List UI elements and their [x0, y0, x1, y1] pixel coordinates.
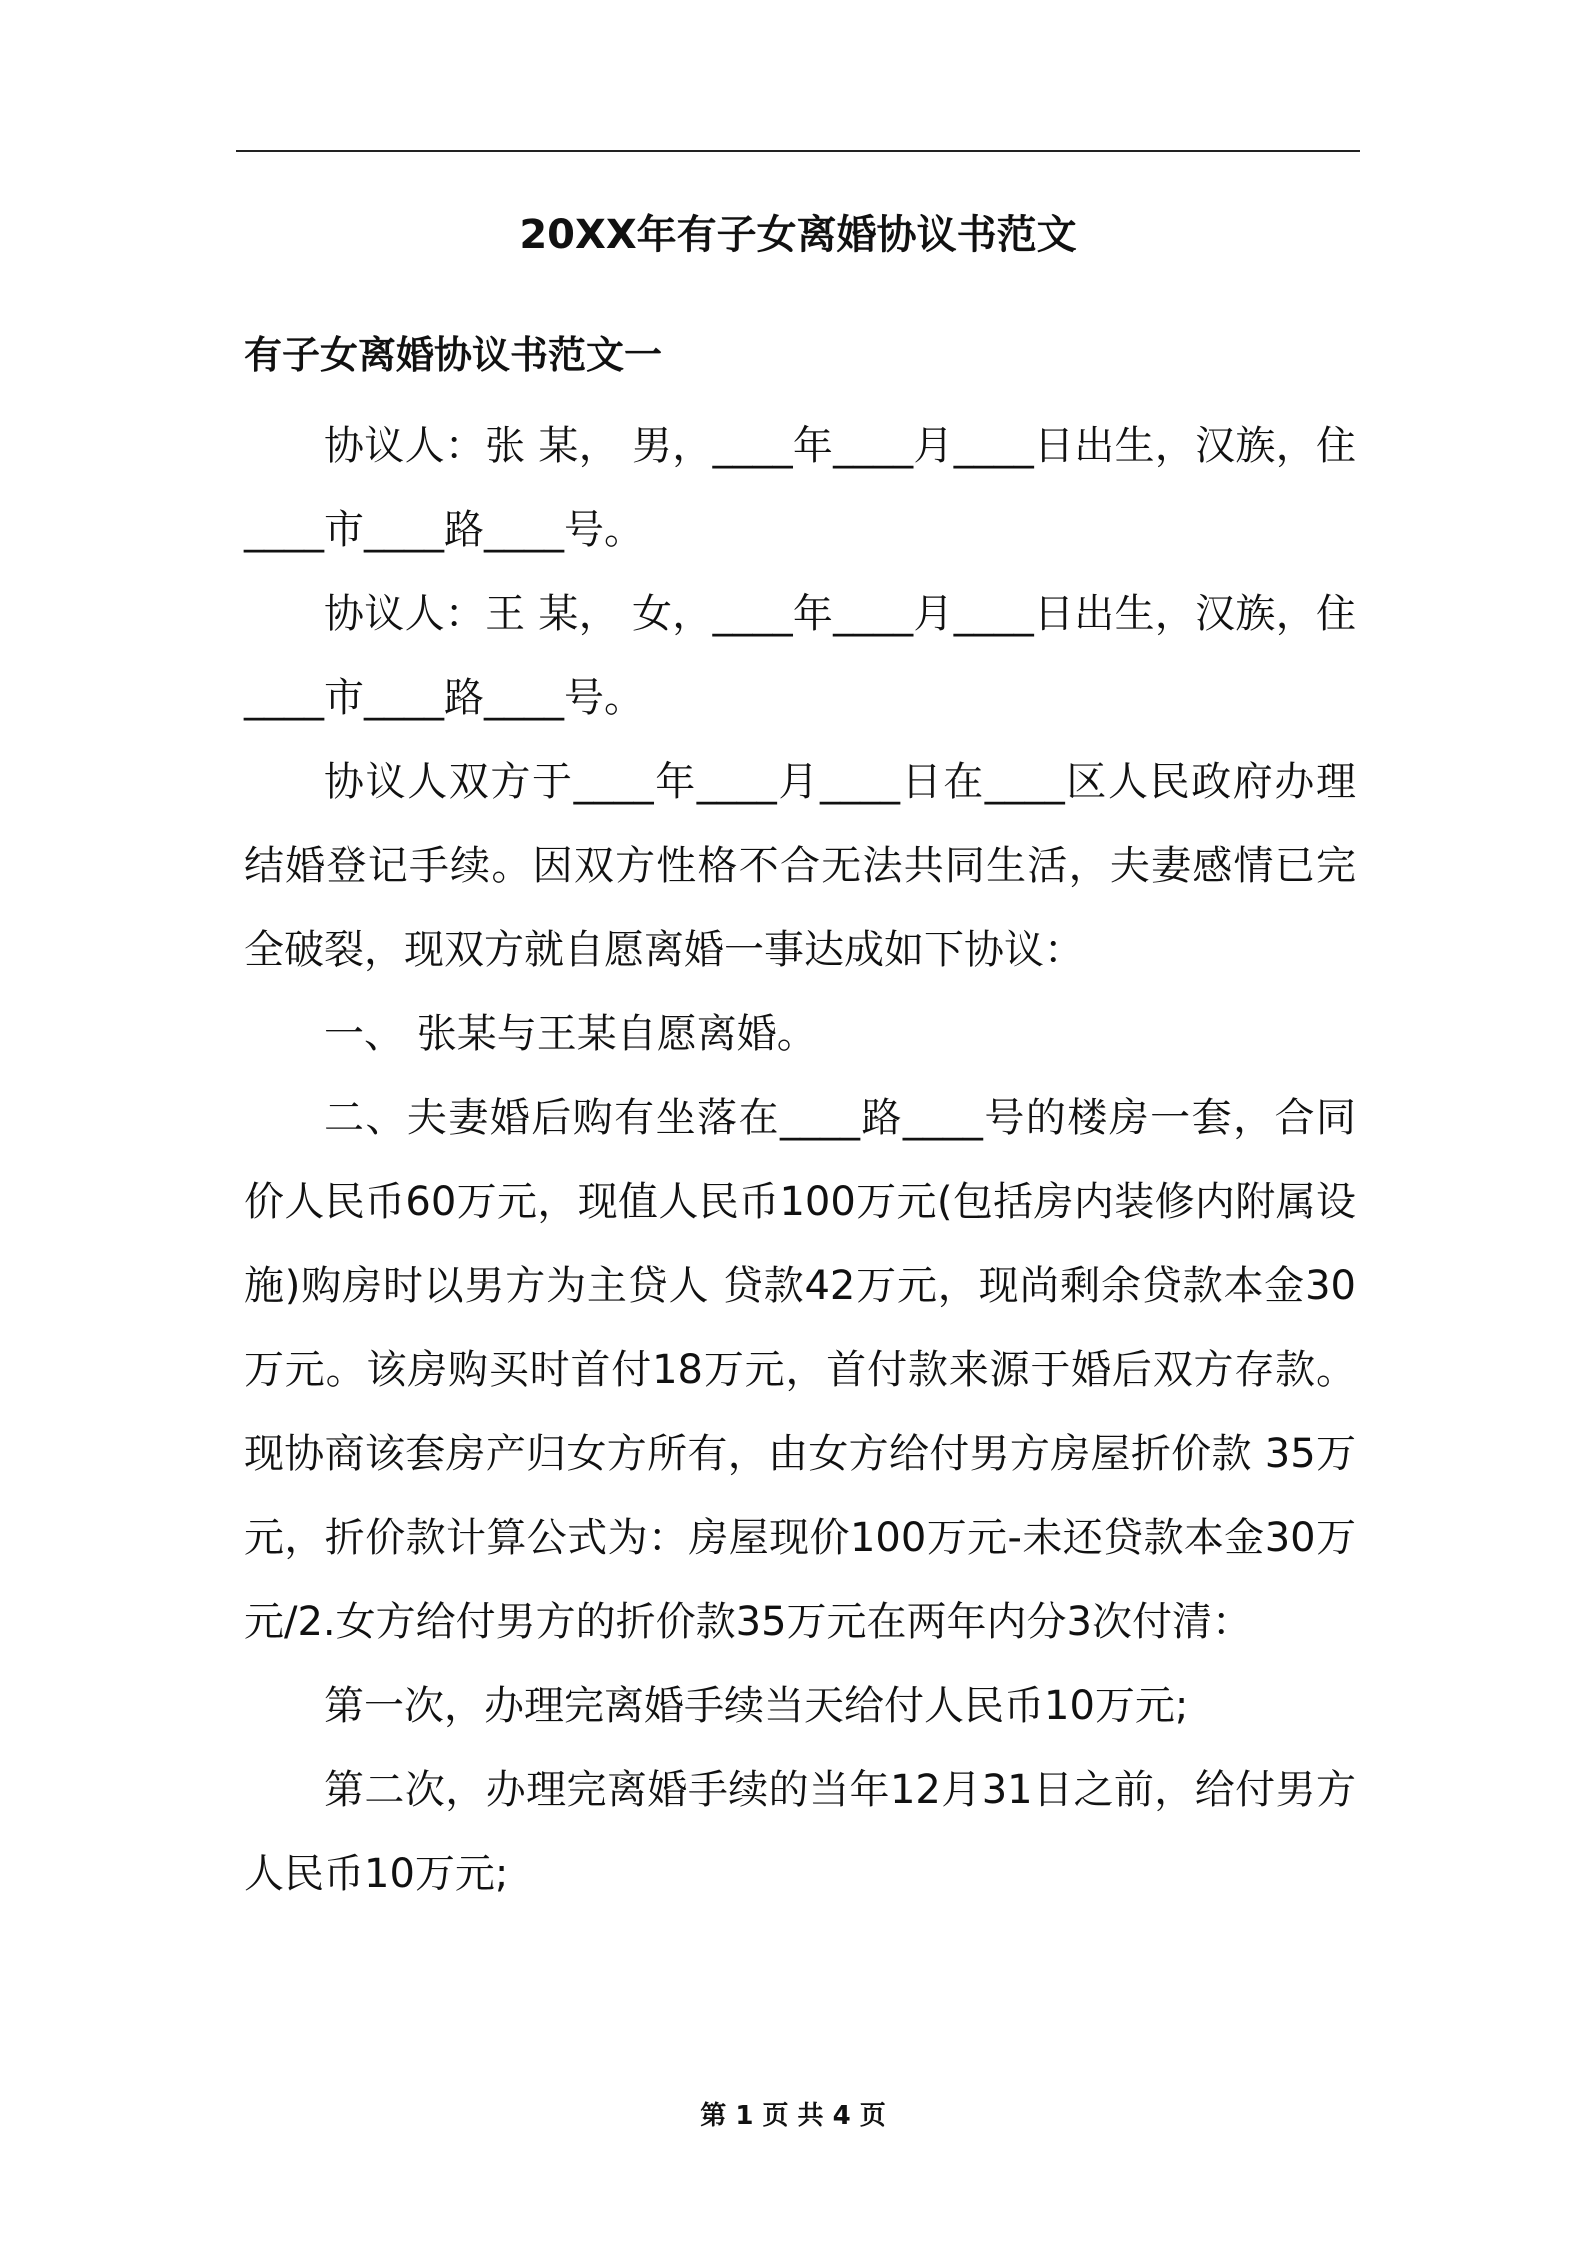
paragraph-party-a: 协议人：张 某， 男，____年____月____日出生，汉族，住____市____路____号。 [244, 423, 1356, 553]
paragraph-marriage: 协议人双方于____年____月____日在____区人民政府办理结婚登记手续。因双方性格不合无法共同生活，夫妻感情已完全破裂，现双方就自愿离婚一事达成如下协议： [244, 759, 1356, 973]
paragraph-payment-1: 第一次，办理完离婚手续当天给付人民币10万元; [324, 1683, 1189, 1729]
paragraph-payment-2: 第二次，办理完离婚手续的当年12月31日之前，给付男方人民币10万元; [244, 1767, 1356, 1897]
document-body [244, 404, 1356, 1916]
page-footer: 第 1 页 共 4 页 [700, 2101, 886, 2131]
paragraph-party-b: 协议人：王 某， 女，____年____月____日出生，汉族，住____市____路____号。 [244, 591, 1356, 721]
paragraph-clause-2: 二、夫妻婚后购有坐落在____路____号的楼房一套，合同价人民币60万元，现值人民币100万元(包括房内装修内附属设施)购房时以男方为主贷人 贷款42万元，现尚剩余贷款本金30万元。该房购买时首付18万元，首付款来源于婚后双方存款。现协商该套房产归女方所有，由女方给付男方房屋折价款 35万元，折价款计算公式为：房屋现价100万元-未还贷款本金30万元/2.女方给付男方的折价款35万元在两年内分3次付清： [244, 1095, 1356, 1645]
paragraph-clause-1: 一、 张某与王某自愿离婚。 [324, 1011, 817, 1057]
header-rule [236, 150, 1360, 152]
document-title: 20XX年有子女离婚协议书范文 [519, 212, 1077, 258]
section-title: 有子女离婚协议书范文一 [244, 333, 663, 377]
